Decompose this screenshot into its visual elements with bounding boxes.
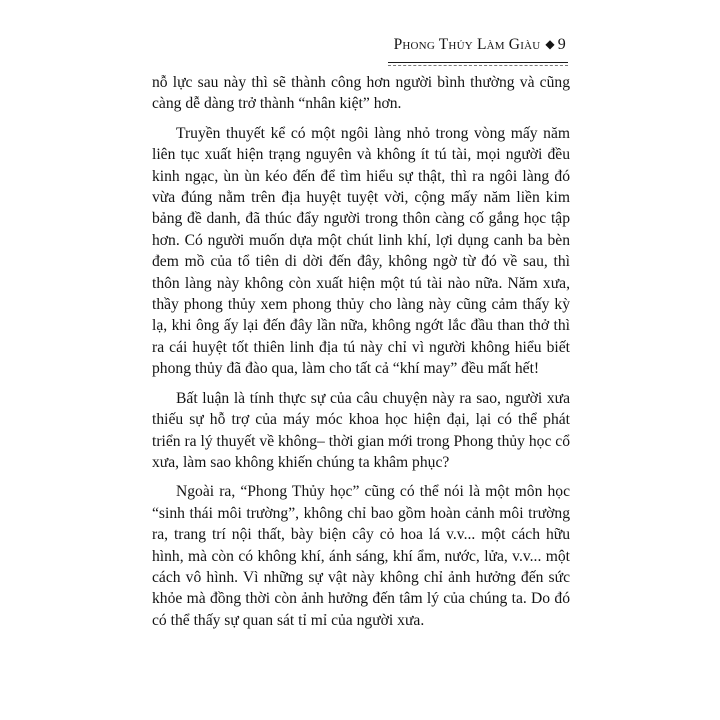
paragraph-continued: nỗ lực sau này thì sẽ thành công hơn người bình thường và cũng càng dễ dàng trở thành “nhân kiệt” hơn. xyxy=(152,74,570,113)
running-title: Phong Thủy Làm Giàu xyxy=(393,36,541,53)
diamond-bullet-icon: ◆ xyxy=(545,37,555,51)
paragraph-legend: Truyền thuyết kể có một ngôi làng nhỏ trong vòng mấy năm liên tục xuất hiện trạng nguyên và không ít tú tài, mọi người đều kinh ngạc, ùn ùn kéo đến để tìm hiểu sự thật, thì ra ngôi làng đó vừa đúng nằm trên địa huyệt tuyệt vời, cộng mấy năm liền kim bảng đề danh, đã thúc đẩy người trong thôn càng cố gắng học tập hơn. Có người muốn dựa một chút linh khí, lợi dụng canh ba bèn đem mồ của tổ tiên di dời đến đây, không ngờ từ đó về sau, thì thôn làng này không còn xuất hiện một tú tài nào nữa. Năm xưa, thầy phong thủy xem phong thủy cho làng này cũng cảm thấy kỳ lạ, khi ông ấy lại đến đây lần nữa, không ngớt lắc đầu than thở thì ra cái huyệt tốt thiên linh địa tú này chỉ vì người không hiểu biết phong thủy đã đào qua, làm cho tất cả “khí may” đều mất hết! xyxy=(152,124,570,378)
header-rule xyxy=(388,62,568,66)
paragraph-environment: Ngoài ra, “Phong Thủy học” cũng có thể nói là một môn học “sinh thái môi trường”, không chỉ bao gồm hoàn cảnh môi trường ra, trang trí nội thất, bày biện cây cỏ hoa lá v.v... một cách hữu hình, mà còn có không khí, ánh sáng, khí ẩm, nước, lửa, v.v... một cách vô hình. Vì những sự vật này không chỉ ảnh hưởng đến sức khỏe mà đồng thời còn ảnh hưởng đến tâm lý của chúng ta. Do đó có thể thấy sự quan sát tỉ mỉ của người xưa. xyxy=(152,483,570,629)
body-text xyxy=(152,72,570,639)
running-header xyxy=(388,36,566,60)
paragraph-ancients: Bất luận là tính thực sự của câu chuyện này ra sao, người xưa thiếu sự hỗ trợ của máy móc khoa học hiện đại, lại có thể phát triển ra lý thuyết về không– thời gian mới trong Phong thủy học cổ xưa, làm sao không khiến chúng ta khâm phục? xyxy=(152,389,570,471)
page-number: 9 xyxy=(557,36,566,53)
